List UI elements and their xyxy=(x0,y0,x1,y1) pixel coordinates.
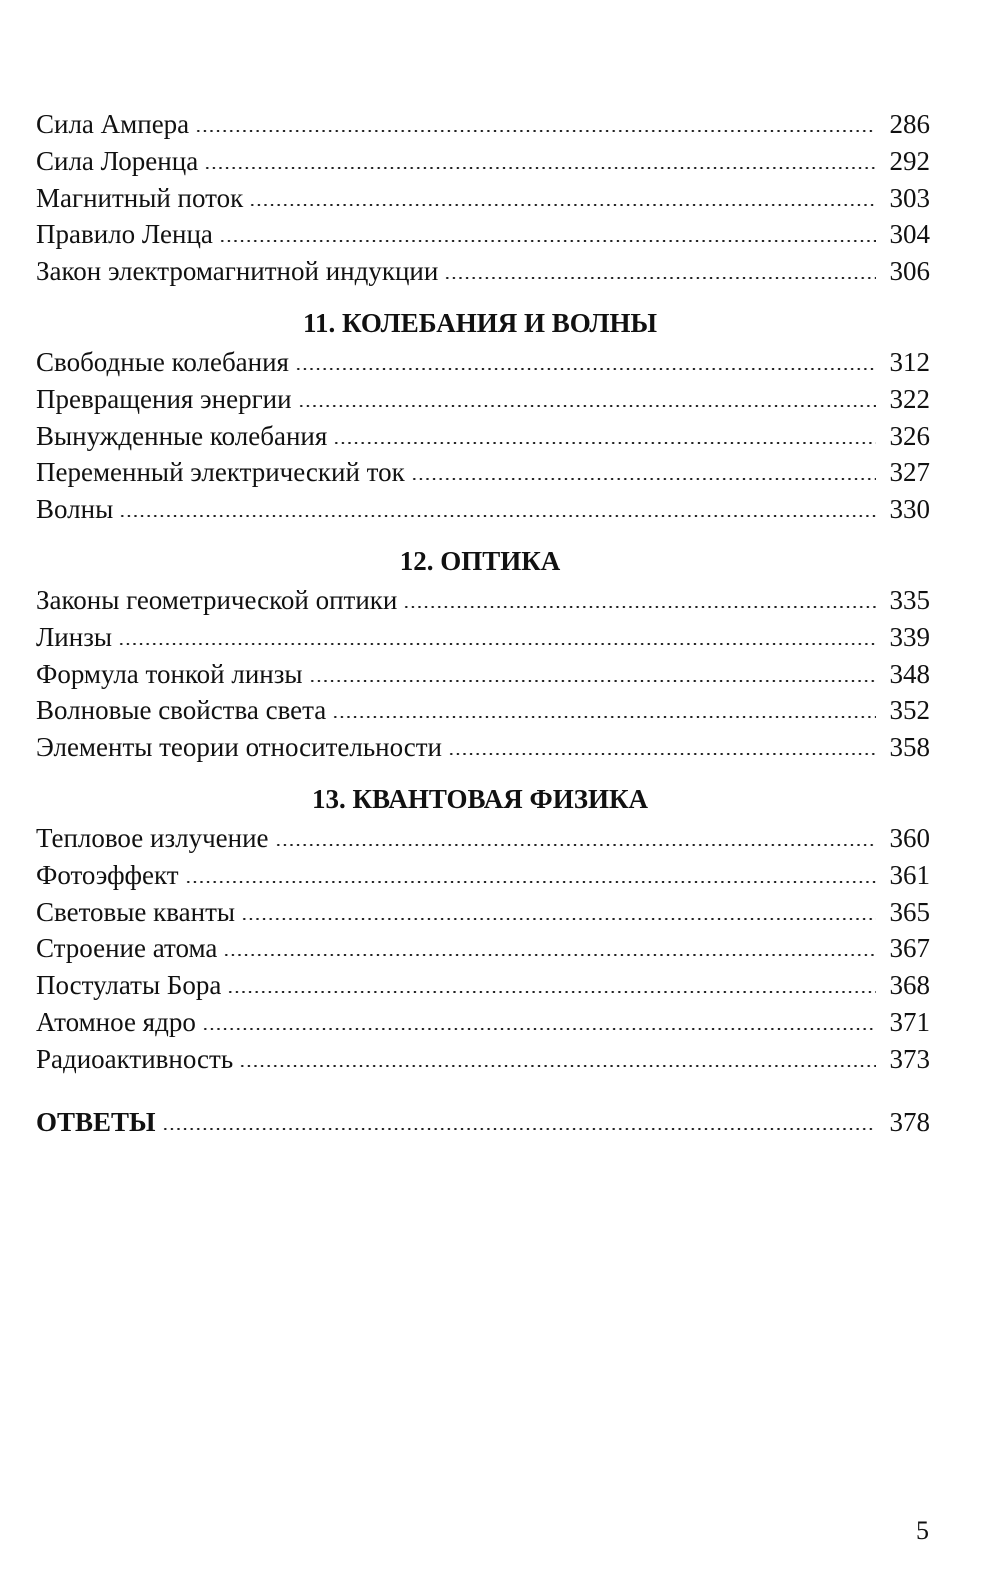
toc-entry xyxy=(36,820,930,857)
dot-leader xyxy=(195,130,876,132)
toc-entry-title: Свободные колебания xyxy=(36,346,289,377)
toc-entry xyxy=(36,857,930,894)
toc-entry xyxy=(36,344,930,381)
toc-entry-answers xyxy=(36,1104,930,1141)
toc-entry xyxy=(36,381,930,418)
dot-leader xyxy=(403,606,876,608)
dot-leader xyxy=(239,1065,876,1067)
dot-leader xyxy=(249,204,876,206)
toc-entry xyxy=(36,253,930,290)
dot-leader xyxy=(223,954,876,956)
dot-leader xyxy=(185,881,876,883)
dot-leader xyxy=(295,368,876,370)
toc-entry-page: 358 xyxy=(889,732,930,763)
spacer xyxy=(36,1078,930,1104)
toc-entry-title: Атомное ядро xyxy=(36,1006,196,1037)
toc-entry xyxy=(36,106,930,143)
toc-entry xyxy=(36,692,930,729)
toc-entry-title: Магнитный поток xyxy=(36,182,244,213)
section-heading: 13. КВАНТОВАЯ ФИЗИКА xyxy=(311,783,649,814)
toc-entry-page: 335 xyxy=(889,584,930,615)
dot-leader xyxy=(298,405,876,407)
dot-leader xyxy=(219,240,876,242)
dot-leader xyxy=(275,844,876,846)
table-of-contents xyxy=(36,106,930,1140)
section-heading: 12. ОПТИКА xyxy=(399,545,561,576)
toc-entry-page: 365 xyxy=(889,896,930,927)
dot-leader xyxy=(202,1028,876,1030)
toc-entry-page: 361 xyxy=(889,859,930,890)
toc-entry-page: 326 xyxy=(889,420,930,451)
dot-leader xyxy=(162,1128,876,1130)
toc-entry-page: 368 xyxy=(889,970,930,1001)
dot-leader xyxy=(411,478,876,480)
dot-leader xyxy=(332,716,876,718)
toc-entry-page: 303 xyxy=(889,182,930,213)
toc-entry xyxy=(36,143,930,180)
toc-entry-page: 360 xyxy=(889,822,930,853)
toc-entry-title: Фотоэффект xyxy=(36,859,179,890)
toc-entry-page: 373 xyxy=(889,1043,930,1074)
toc-entry xyxy=(36,491,930,528)
toc-entry xyxy=(36,967,930,1004)
toc-entry xyxy=(36,454,930,491)
toc-entry-page: 330 xyxy=(889,494,930,525)
page-number: 5 xyxy=(916,1516,929,1545)
dot-leader xyxy=(241,918,876,920)
toc-entry-page: 286 xyxy=(889,109,930,139)
toc-entry-title: Строение атома xyxy=(36,933,218,964)
toc-entry xyxy=(36,582,930,619)
dot-leader xyxy=(204,167,876,169)
dot-leader xyxy=(119,515,876,517)
toc-entry xyxy=(36,619,930,656)
toc-entry-page: 292 xyxy=(889,145,930,176)
toc-entry-title: Волновые свойства света xyxy=(36,695,327,726)
toc-entry xyxy=(36,930,930,967)
toc-entry xyxy=(36,656,930,693)
toc-entry xyxy=(36,1004,930,1041)
toc-entry-title: Превращения энергии xyxy=(36,383,292,414)
toc-entry-title: Тепловое излучение xyxy=(36,822,269,853)
toc-entry-page: 322 xyxy=(889,383,930,414)
toc-entry-title: Световые кванты xyxy=(36,896,236,927)
toc-entry xyxy=(36,216,930,253)
toc-entry-page: 348 xyxy=(889,658,930,689)
section-heading: 11. КОЛЕБАНИЯ И ВОЛНЫ xyxy=(303,307,657,338)
toc-entry xyxy=(36,729,930,766)
toc-entry-title: Волны xyxy=(36,494,114,525)
toc-entry-title: Сила Лоренца xyxy=(36,145,199,176)
toc-entry-title: Постулаты Бора xyxy=(36,970,222,1001)
dot-leader xyxy=(309,680,876,682)
toc-entry-title: Переменный электрический ток xyxy=(36,457,405,488)
toc-entry-title: Радиоактивность xyxy=(36,1043,234,1074)
toc-entry xyxy=(36,894,930,931)
toc-entry-title: Вынужденные колебания xyxy=(36,420,328,451)
toc-entry-page: 371 xyxy=(889,1006,930,1037)
dot-leader xyxy=(444,277,876,279)
toc-entry-page: 339 xyxy=(889,621,930,652)
toc-entry xyxy=(36,418,930,455)
dot-leader xyxy=(333,442,876,444)
toc-entry-title: Элементы теории относительности xyxy=(36,732,442,763)
toc-entry-title: Правило Ленца xyxy=(36,219,213,250)
toc-entry-page: 367 xyxy=(889,933,930,964)
toc-entry-page: 327 xyxy=(889,457,930,488)
toc-entry-page: 352 xyxy=(889,695,930,726)
toc-entry xyxy=(36,180,930,217)
toc-entry-title: ОТВЕТЫ xyxy=(36,1106,156,1137)
dot-leader xyxy=(448,753,876,755)
toc-entry-title: Закон электромагнитной индукции xyxy=(36,256,439,287)
toc-entry-page: 306 xyxy=(889,256,930,287)
toc-entry-title: Сила Ампера xyxy=(36,109,190,139)
toc-entry-page: 312 xyxy=(889,346,930,377)
toc-entry xyxy=(36,1041,930,1078)
dot-leader xyxy=(118,643,876,645)
toc-entry-page: 378 xyxy=(889,1106,930,1137)
toc-entry-page: 304 xyxy=(889,219,930,250)
toc-entry-title: Линзы xyxy=(36,621,113,652)
toc-entry-title: Формула тонкой линзы xyxy=(36,658,303,689)
toc-entry-title: Законы геометрической оптики xyxy=(36,584,398,615)
dot-leader xyxy=(227,991,876,993)
